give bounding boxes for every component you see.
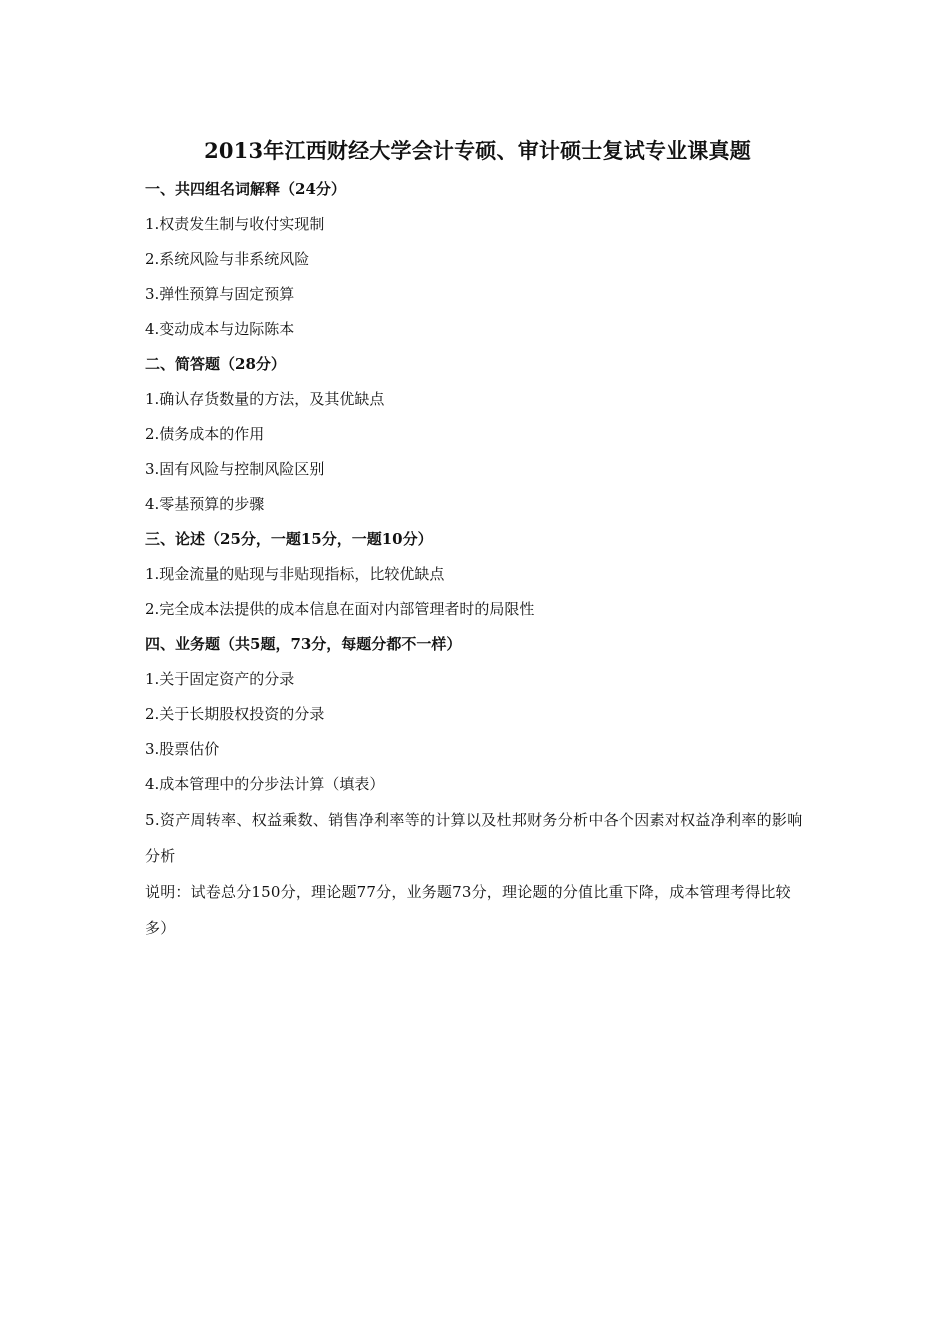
section-1 [145,172,810,347]
section-heading: 一、共四组名词解释（24分） [145,180,346,198]
section-heading: 三、论述（25分，一题15分，一题10分） [145,530,433,548]
document-title: 2013年江西财经大学会计专硕、审计硕士复试专业课真题 [204,138,751,163]
list-item: 5.资产周转率、权益乘数、销售净利率等的计算以及杜邦财务分析中各个因素对权益净利率的影响分析 [145,811,803,865]
list-item: 3.股票估价 [145,740,220,758]
section-4 [145,627,810,874]
list-item: 3.弹性预算与固定预算 [145,285,295,303]
section-heading: 二、简答题（28分） [145,355,286,373]
list-item: 4.成本管理中的分步法计算（填表） [145,775,385,793]
list-item: 1.现金流量的贴现与非贴现指标，比较优缺点 [145,565,445,583]
list-item: 4.变动成本与边际陈本 [145,320,295,338]
list-item: 2.债务成本的作用 [145,425,265,443]
list-item: 1.确认存货数量的方法，及其优缺点 [145,390,385,408]
exam-note: 说明：试卷总分150分，理论题77分，业务题73分，理论题的分值比重下降，成本管理考得比较多） [145,883,791,937]
list-item: 4.零基预算的步骤 [145,495,265,513]
list-item: 1.关于固定资产的分录 [145,670,295,688]
list-item: 1.权责发生制与收付实现制 [145,215,325,233]
list-item: 2.系统风险与非系统风险 [145,250,310,268]
document-content [145,136,810,946]
list-item: 2.完全成本法提供的成本信息在面对内部管理者时的局限性 [145,600,535,618]
section-3 [145,522,810,627]
section-2 [145,347,810,522]
list-item: 3.固有风险与控制风险区别 [145,460,325,478]
list-item: 2.关于长期股权投资的分录 [145,705,325,723]
section-heading: 四、业务题（共5题，73分，每题分都不一样） [145,635,462,653]
